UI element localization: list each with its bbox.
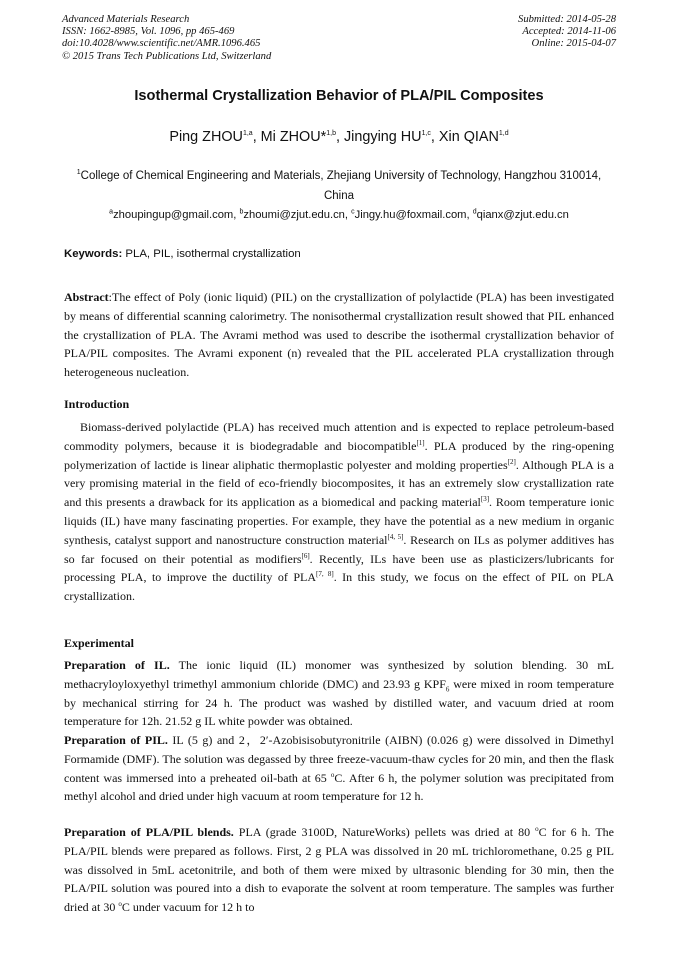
author-affil-sup: 1,b [326,130,336,138]
body-text: . Room temperature ionic liquids (IL) have many fascinating properties. For example, they have the potential as a new medium in organic synthesis, catalyst support and nanostructure construction material [64,495,614,547]
accepted-date: Accepted: 2014-11-06 [522,26,616,38]
author-name: , Xin QIAN [430,129,499,145]
author-list [0,129,678,145]
doi-line[interactable]: doi:10.4028/www.scientific.net/AMR.1096.465 [62,38,261,50]
author-affil-sup: 1,d [498,130,509,138]
copyright-line: © 2015 Trans Tech Publications Ltd, Switzerland [62,50,272,62]
email-link[interactable]: Jingy.hu@foxmail.com, [354,209,473,221]
issn-line: ISSN: 1662-8985, Vol. 1096, pp 465-469 [62,26,235,38]
body-text: IL (5 g) and 2，2′-Azobisisobutyronitrile (AIBN) (0.026 g) were dissolved in Dimethyl Formamide (DMF). The solution was degassed by three freeze-vacuum-thaw cycles for 20 min, and then the flask content was immersed into a preheated oil-bath at 65 [64,733,614,785]
citation-ref: [6] [301,551,310,560]
paragraph-preparation-pil [64,731,614,806]
submitted-date: Submitted: 2014-05-28 [518,14,616,25]
body-text: The ionic liquid (IL) monomer was synthesized by solution blending. 30 mL methacryloyloxyethyl trimethyl ammonium chloride (DMC) and 23.93 g KPF [64,658,614,691]
body-text: C for 6 h. The PLA/PIL blends were prepared as follows. First, 2 g PLA was dissolved in 20 mL trichloromethane, 0.25 g PIL was dissolved in 5mL acetonitrile, and both of them were mixed by ultrasonic blending for 30 min, then the PLA/PIL solution was poured into a dish to evaporate the solvent at room temperature. The samples was further dried at 30 [64,825,615,915]
body-text: . PLA produced by the ring-opening polymerization of lactide is linear aliphatic thermoplastic polyester and molding properties [64,438,614,472]
affiliation-text: College of Chemical Engineering and Materials, Zhejiang University of Technology, Hangzhou 310014, China [80,170,602,202]
paragraph-preparation-blends [64,823,614,917]
citation-ref: [2] [507,457,516,466]
keywords-text: PLA, PIL, isothermal crystallization [122,248,301,260]
degree-sup: o [118,900,122,909]
body-text: . In this study, we focus on the effect of PIL on PLA crystallization. [64,570,615,604]
affiliation [70,166,608,206]
abstract-text: :The effect of Poly (ionic liquid) (PIL) on the crystallization of polylactide (PLA) has been investigated by means of differential scanning calorimetry. The nonisothermal crystallization result showed that PIL enhanced the crystallization of PLA. The Avrami method was used to describe the isothermal crystallization behavior of PLA/PIL composites. The Avrami exponent (n) revealed that the PIL accelerated PLA crystallization through heterogeneous nucleation. [64,290,614,380]
journal-info [62,14,271,63]
run-in-heading: Preparation of PIL. [64,733,168,747]
body-text: PLA (grade 3100D, NatureWorks) pellets was dried at 80 [233,825,536,839]
journal-name: Advanced Materials Research [62,14,190,25]
email-link[interactable]: qianx@zjut.edu.cn [476,209,569,221]
citation-ref: [7, 8] [316,570,334,579]
degree-sup: o [535,825,539,833]
subscript: 6 [445,685,450,694]
email-sup: d [472,208,477,216]
paper-title: Isothermal Crystallization Behavior of PLA/PIL Composites [134,88,544,104]
body-text: C under vacuum for 12 h to [121,900,255,915]
citation-ref: [3] [480,495,490,504]
keywords [64,248,301,260]
body-text: . Research on ILs as polymer additives has so far focused on their potential as modifiers [64,532,614,566]
introduction-paragraph [64,418,614,606]
citation-ref: [4, 5] [387,532,404,541]
email-sup: c [351,208,355,216]
run-in-heading: Preparation of IL. [64,658,170,672]
online-date: Online: 2015-04-07 [531,38,616,50]
section-heading-experimental: Experimental [64,636,134,650]
dates-info [518,14,616,51]
section-heading-introduction: Introduction [64,397,130,411]
author-affil-sup: 1,c [421,130,431,138]
body-text: . Although PLA is a very promising material in the field of eco-friendly biocomposites, it has an extremely slow crystallization rate and this presents a drawback for its application as a biomedical and packing material [64,457,614,510]
body-text: . Recently, ILs have been use as plasticizers/lubricants for processing PLA, to improve the ductility of PLA [64,551,614,585]
author-affil-sup: 1,a [242,130,253,138]
author-name: , Jingying HU [335,129,422,145]
body-text: C. After 6 h, the polymer solution was precipitated from methyl alcohol and dried under high vacuum at room temperature for 12 h. [64,770,614,804]
email-sup: a [109,208,114,216]
run-in-heading: Preparation of PLA/PIL blends. [64,825,234,839]
email-link[interactable]: zhoumi@zjut.edu.cn, [243,209,352,221]
body-text: were mixed in room temperature by mechanical stirring for 24 h. The product was washed by distilled water, and vacuum dried at room temperature for 12h. 21.52 g IL white powder was obtained. [64,676,614,729]
keywords-label: Keywords: [64,248,123,260]
email-link[interactable]: zhoupingup@gmail.com, [113,209,240,221]
affiliation-sup: 1 [76,169,81,177]
abstract-label: Abstract [64,290,109,304]
paragraph-preparation-il [64,656,614,731]
abstract [64,288,614,382]
author-name: , Mi ZHOU* [252,129,327,145]
email-sup: b [239,208,244,216]
email-list [0,209,678,221]
body-text: Biomass-derived polylactide (PLA) has received much attention and is expected to replace petroleum-based commodity polymers, because it is biodegradable and biocompatible [64,420,614,453]
author-name: Ping ZHOU [169,129,243,145]
degree-sup: o [330,770,335,779]
citation-ref: [1] [416,438,425,447]
